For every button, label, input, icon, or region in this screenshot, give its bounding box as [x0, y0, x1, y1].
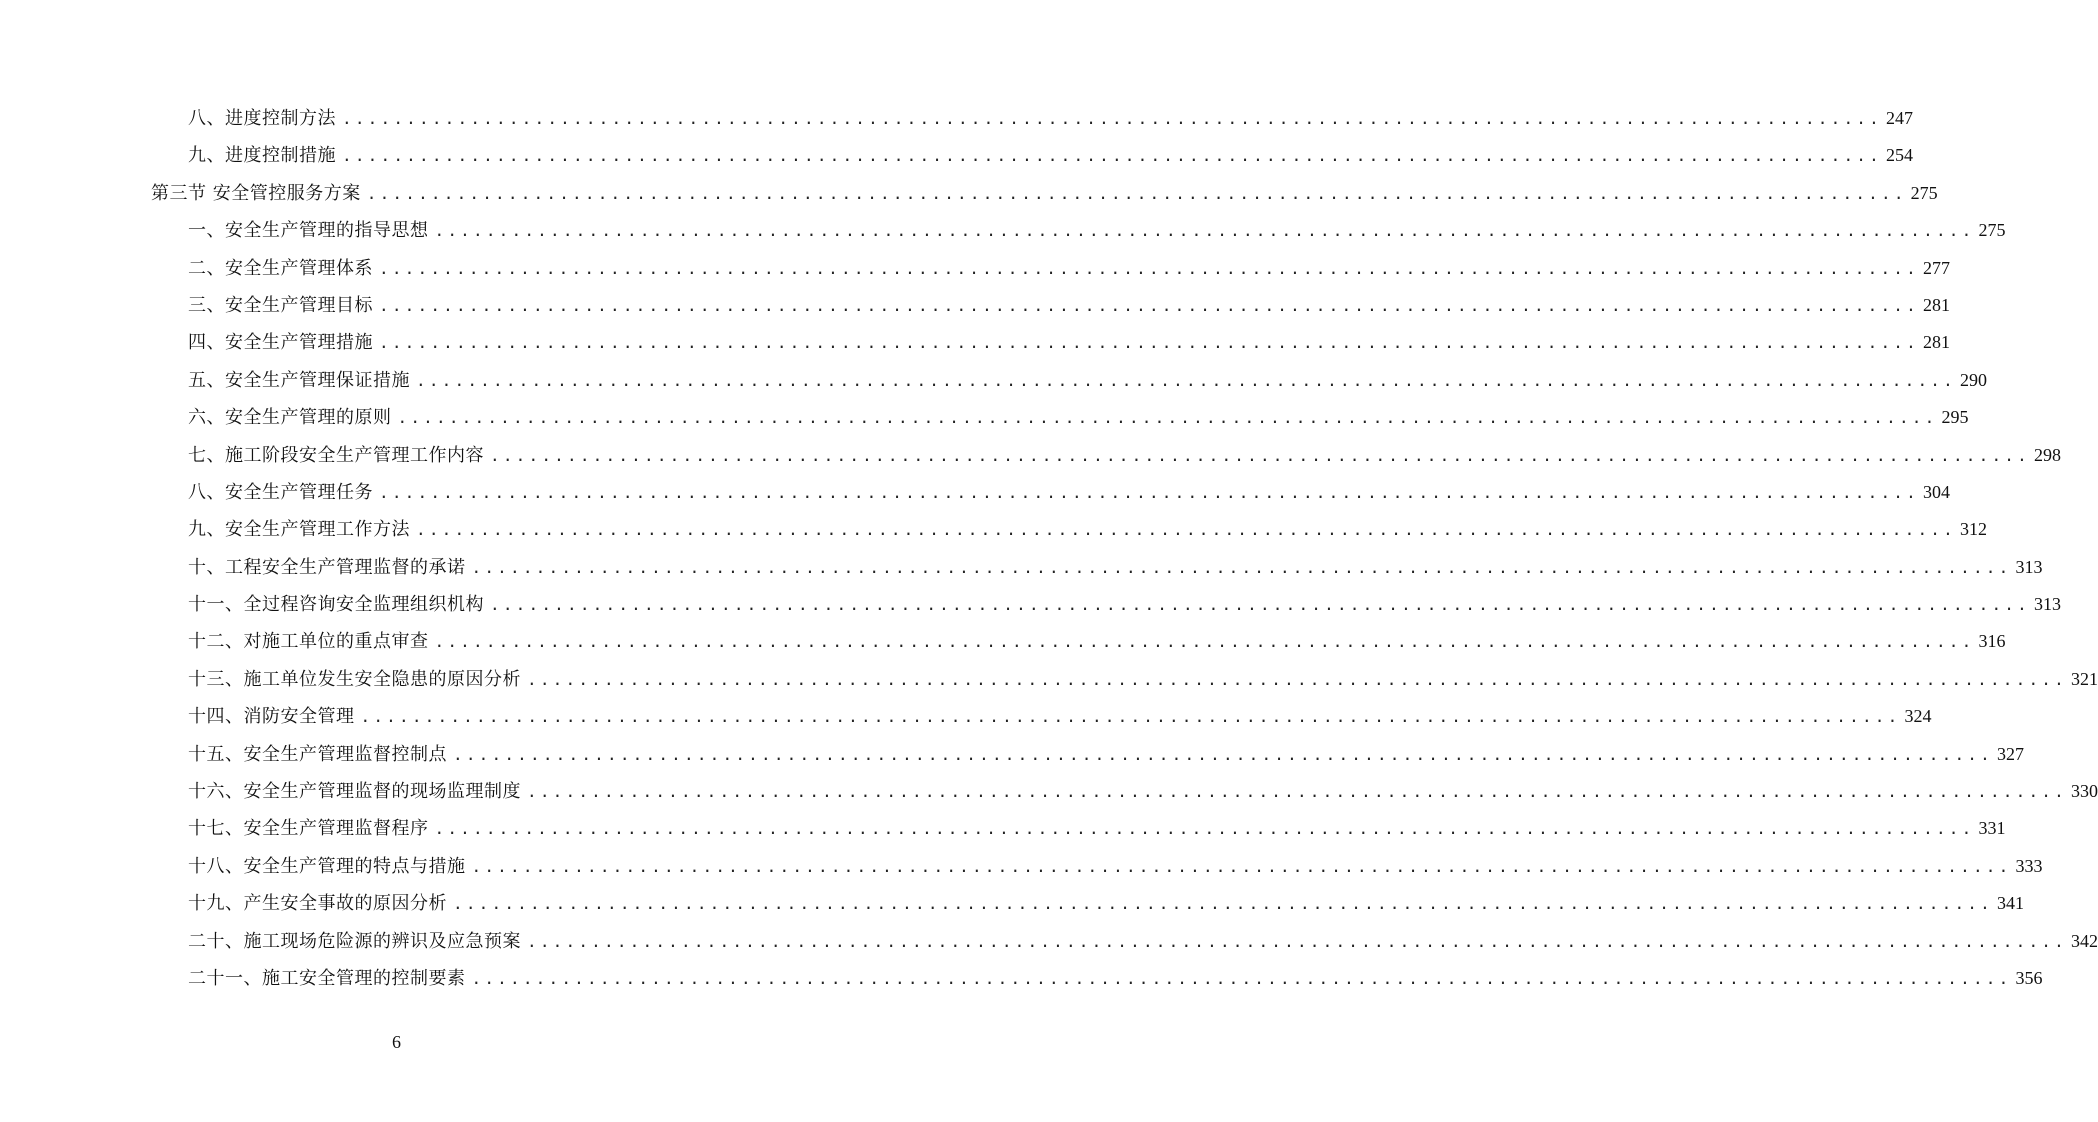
- dot-leader: ........................................................................................................................: [490, 595, 2030, 615]
- toc-row: [0, 586, 2061, 623]
- toc-row: [0, 212, 2006, 249]
- toc-entry-title: 九、进度控制措施: [188, 145, 336, 167]
- dot-leader: ........................................................................................................................: [342, 146, 1882, 166]
- toc-entry-title: 八、进度控制方法: [188, 108, 336, 129]
- toc-entry-title: 十五、安全生产管理监督控制点: [188, 743, 447, 765]
- toc-entry-title: 十九、产生安全事故的原因分析: [188, 893, 447, 915]
- dot-leader: ........................................................................................................................: [360, 707, 1901, 727]
- toc-entry-title: 十四、消防安全管理: [188, 706, 355, 728]
- toc-entry-title: 九、安全生产管理工作方法: [188, 519, 410, 541]
- toc-row: [0, 923, 2098, 960]
- toc-entry-title: 十、工程安全生产管理监督的承诺: [188, 556, 466, 578]
- dot-leader: ........................................................................................................................: [379, 295, 1919, 315]
- toc-row: [0, 250, 1950, 287]
- toc-entry[interactable]: [188, 291, 1950, 320]
- toc-row: [0, 287, 1950, 324]
- toc-entry-title: 十二、对施工单位的重点审查: [188, 631, 429, 653]
- toc-row: [0, 137, 1913, 174]
- toc-entry[interactable]: [188, 777, 2098, 806]
- toc-entry[interactable]: [188, 627, 2006, 656]
- toc-row: [0, 623, 2006, 660]
- toc-entry[interactable]: [188, 889, 2024, 918]
- toc-row: [0, 362, 1987, 399]
- toc-entry-title: 五、安全生产管理保证措施: [188, 369, 410, 391]
- dot-leader: ........................................................................................................................: [471, 968, 2012, 988]
- toc-row: [0, 661, 2098, 698]
- toc-entry-page: 281: [1922, 332, 1950, 353]
- toc-entry[interactable]: [188, 740, 2024, 769]
- toc-entry[interactable]: [188, 403, 1969, 432]
- toc-entry-title: 二十、施工现场危险源的辨识及应急预案: [188, 930, 521, 952]
- dot-leader: ........................................................................................................................: [453, 744, 1993, 764]
- dot-leader: ........................................................................................................................: [527, 669, 2067, 689]
- dot-leader: ........................................................................................................................: [434, 819, 1975, 839]
- dot-leader: ........................................................................................................................: [416, 370, 1956, 390]
- toc-entry[interactable]: [188, 216, 2006, 245]
- toc-entry-title: 三、安全生产管理目标: [188, 294, 373, 316]
- dot-leader: ........................................................................................................................: [527, 931, 2067, 951]
- toc-entry-page: 321: [2070, 668, 2098, 689]
- toc-row: [0, 960, 2043, 997]
- toc-entry[interactable]: [188, 590, 2061, 619]
- toc-entry-page: 331: [1978, 818, 2006, 839]
- toc-row: [0, 474, 1950, 511]
- toc-entry-page: 342: [2070, 930, 2098, 951]
- toc-entry-page: 330: [2070, 781, 2098, 802]
- toc-entry[interactable]: [188, 104, 1913, 133]
- page-number: 6: [392, 1032, 401, 1052]
- toc-entry[interactable]: [188, 852, 2043, 881]
- toc-entry-title: 十八、安全生产管理的特点与措施: [188, 855, 466, 877]
- toc-entry-title: 二、安全生产管理体系: [188, 257, 373, 279]
- dot-leader: ........................................................................................................................: [471, 557, 2012, 577]
- toc-entry[interactable]: [188, 328, 1950, 357]
- toc-entry-page: 324: [1904, 706, 1932, 727]
- toc-entry[interactable]: [188, 441, 2061, 470]
- toc-row: [0, 698, 1932, 735]
- toc-entry-page: 333: [2015, 855, 2043, 876]
- toc-entry[interactable]: [188, 478, 1950, 507]
- toc-entry-page: 341: [1996, 893, 2024, 914]
- toc-entry[interactable]: [188, 515, 1987, 544]
- dot-leader: ........................................................................................................................: [379, 482, 1919, 502]
- toc-entry-page: 356: [2015, 967, 2043, 988]
- toc-row: [0, 511, 1987, 548]
- dot-leader: ........................................................................................................................: [397, 408, 1938, 428]
- toc-entry-page: 313: [2015, 556, 2043, 577]
- table-of-contents: [0, 100, 2098, 997]
- dot-leader: ........................................................................................................................: [416, 520, 1956, 540]
- toc-entry-page: 290: [1959, 369, 1987, 390]
- toc-row: [0, 100, 1913, 137]
- toc-entry-page: 295: [1941, 407, 1969, 428]
- toc-entry-page: 277: [1922, 257, 1950, 278]
- dot-leader: ........................................................................................................................: [471, 856, 2012, 876]
- toc-entry[interactable]: [188, 702, 1932, 731]
- dot-leader: ........................................................................................................................: [527, 782, 2067, 802]
- toc-entry-page: 247: [1885, 108, 1913, 128]
- toc-entry-page: 281: [1922, 294, 1950, 315]
- toc-entry-page: 275: [1910, 182, 1938, 203]
- dot-leader: ........................................................................................................................: [490, 445, 2030, 465]
- toc-entry-title: 第三节 安全管控服务方案: [151, 182, 361, 204]
- toc-entry-page: 304: [1922, 481, 1950, 502]
- toc-entry-title: 六、安全生产管理的原则: [188, 407, 392, 429]
- toc-row: [0, 773, 2098, 810]
- dot-leader: ........................................................................................................................: [366, 183, 1907, 203]
- toc-entry-page: 313: [2033, 594, 2061, 615]
- toc-row: [0, 175, 1938, 212]
- toc-row: [0, 848, 2043, 885]
- toc-row: [0, 437, 2061, 474]
- dot-leader: ........................................................................................................................: [379, 333, 1919, 353]
- toc-entry-page: 254: [1885, 145, 1913, 166]
- toc-entry[interactable]: [188, 254, 1950, 283]
- toc-entry-page: 312: [1959, 519, 1987, 540]
- toc-entry-title: 十三、施工单位发生安全隐患的原因分析: [188, 668, 521, 690]
- toc-entry[interactable]: [188, 927, 2098, 956]
- toc-entry[interactable]: [188, 814, 2006, 843]
- toc-entry-page: 327: [1996, 743, 2024, 764]
- toc-entry-title: 八、安全生产管理任务: [188, 481, 373, 503]
- toc-entry-title: 十六、安全生产管理监督的现场监理制度: [188, 781, 521, 803]
- dot-leader: ........................................................................................................................: [453, 894, 1993, 914]
- toc-row: [0, 810, 2006, 847]
- dot-leader: ........................................................................................................................: [379, 258, 1919, 278]
- toc-entry-page: 298: [2033, 444, 2061, 465]
- toc-row: [0, 399, 1969, 436]
- toc-entry[interactable]: [188, 366, 1987, 395]
- toc-row: [0, 885, 2024, 922]
- toc-entry[interactable]: [188, 665, 2098, 694]
- toc-entry[interactable]: [188, 141, 1913, 170]
- toc-entry-title: 十一、全过程咨询安全监理组织机构: [188, 594, 484, 616]
- toc-entry-title: 二十一、施工安全管理的控制要素: [188, 967, 466, 989]
- toc-entry[interactable]: [188, 964, 2043, 993]
- dot-leader: ........................................................................................................................: [342, 109, 1882, 128]
- dot-leader: ........................................................................................................................: [434, 221, 1975, 241]
- dot-leader: ........................................................................................................................: [434, 632, 1975, 652]
- toc-row: [0, 736, 2024, 773]
- toc-entry[interactable]: [188, 553, 2043, 582]
- toc-entry-title: 四、安全生产管理措施: [188, 332, 373, 354]
- toc-entry-title: 一、安全生产管理的指导思想: [188, 220, 429, 242]
- toc-row: [0, 549, 2043, 586]
- toc-entry-page: 275: [1978, 220, 2006, 241]
- toc-entry[interactable]: [151, 179, 1938, 208]
- toc-entry-title: 七、施工阶段安全生产管理工作内容: [188, 444, 484, 466]
- toc-entry-page: 316: [1978, 631, 2006, 652]
- toc-row: [0, 324, 1950, 361]
- toc-entry-title: 十七、安全生产管理监督程序: [188, 818, 429, 840]
